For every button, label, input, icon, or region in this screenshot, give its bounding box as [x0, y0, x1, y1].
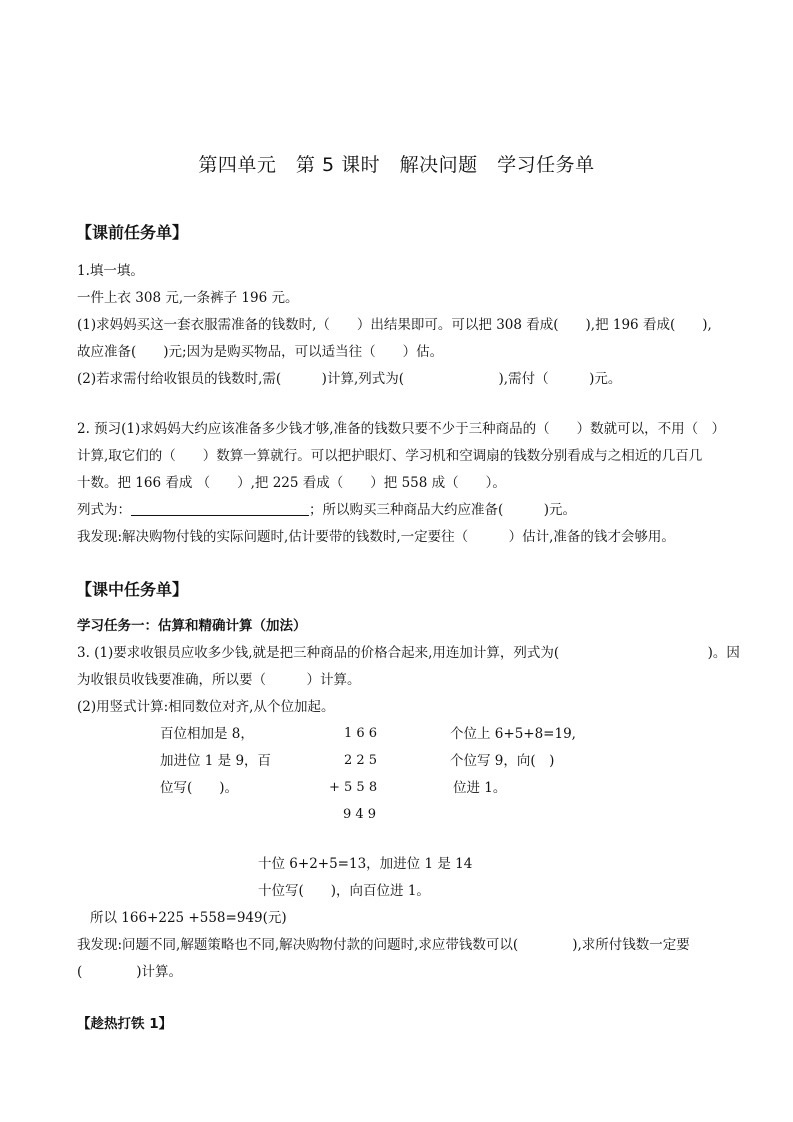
practice-heading: 【趁热打铁 1】: [77, 1016, 173, 1032]
vertical-left-2: 加进位 1 是 9，百: [160, 753, 272, 769]
vertical-right-1: 个位上 6+5+8=19,: [450, 726, 576, 742]
so-line: 所以 166+225 +558=949(元): [90, 910, 287, 926]
sum-result: 9 4 9: [343, 807, 377, 822]
q2-line3: 十数。把 166 看成 （ ）,把 225 看成（ ）把 558 成（ ）。: [77, 475, 506, 491]
q2-line4: [77, 501, 576, 519]
pre-task-heading: 【课前任务单】: [76, 223, 189, 242]
discover-line-1: 我发现:问题不同,解题策略也不同,解决购物付款的问题时,求应带钱数可以( ),求所付钱数一定要: [77, 937, 690, 953]
vertical-left-3: 位写( )。: [160, 780, 239, 796]
q2-line5: 我发现:解决购物付钱的实际问题时,估计要带的钱数时,一定要往（ ）估计,准备的钱才会够用。: [77, 529, 675, 545]
in-class-heading: 【课中任务单】: [76, 580, 189, 599]
q2-line4-suffix: ；所以购买三种商品大约应准备( )元。: [309, 502, 577, 518]
q3-line3: (2)用竖式计算:相同数位对齐,从个位加起。: [77, 699, 335, 715]
q2-line2: 计算,取它们的（ ）数算一算就行。可以把护眼灯、学习机和空调扇的钱数分别看成与之相近的几百几: [77, 448, 703, 464]
q1-line2: 故应准备( )元;因为是购买物品，可以适当往（ ）估。: [77, 344, 444, 360]
vertical-right-3: 位进 1。: [453, 780, 507, 796]
addend-3: + 5 5 8: [329, 780, 378, 795]
q1-info: 一件上衣 308 元,一条裤子 196 元。: [77, 290, 299, 306]
q2-line1: 2. 预习(1)求妈妈大约应该准备多少钱才够,准备的钱数只要不少于三种商品的（ ）数就可以，不用（ ）: [77, 421, 726, 437]
page-title: 第四单元 第 5 课时 解决问题 学习任务单: [198, 154, 595, 176]
q2-line4-prefix: 列式为：: [77, 502, 131, 518]
answer-blank: [131, 501, 309, 516]
discover-line-2: ( )计算。: [77, 964, 183, 980]
task1-title: 学习任务一：估算和精确计算（加法）: [77, 618, 307, 634]
tens-line-2: 十位写( )，向百位进 1。: [258, 883, 430, 899]
q3-line1: 3. (1)要求收银员应收多少钱,就是把三种商品的价格合起来,用连加计算，列式为( )。因: [77, 645, 740, 661]
vertical-left-1: 百位相加是 8，: [160, 726, 254, 742]
tens-line-1: 十位 6+2+5=13，加进位 1 是 14: [258, 856, 473, 872]
q1-label: 1.填一填。: [77, 263, 144, 279]
q3-line2: 为收银员收钱要准确，所以要（ ）计算。: [77, 672, 361, 688]
addend-1: 1 6 6: [344, 726, 378, 741]
q1-line3: (2)若求需付给收银员的钱数时,需( )计算,列式为( ),需付（ )元。: [77, 371, 622, 387]
addend-2: 2 2 5: [344, 753, 378, 768]
vertical-right-2: 个位写 9，向( ): [450, 753, 555, 769]
q1-line1: (1)求妈妈买这一套衣服需准备的钱数时,（ ）出结果即可。可以把 308 看成( ),把 196 看成( ),: [77, 317, 712, 333]
